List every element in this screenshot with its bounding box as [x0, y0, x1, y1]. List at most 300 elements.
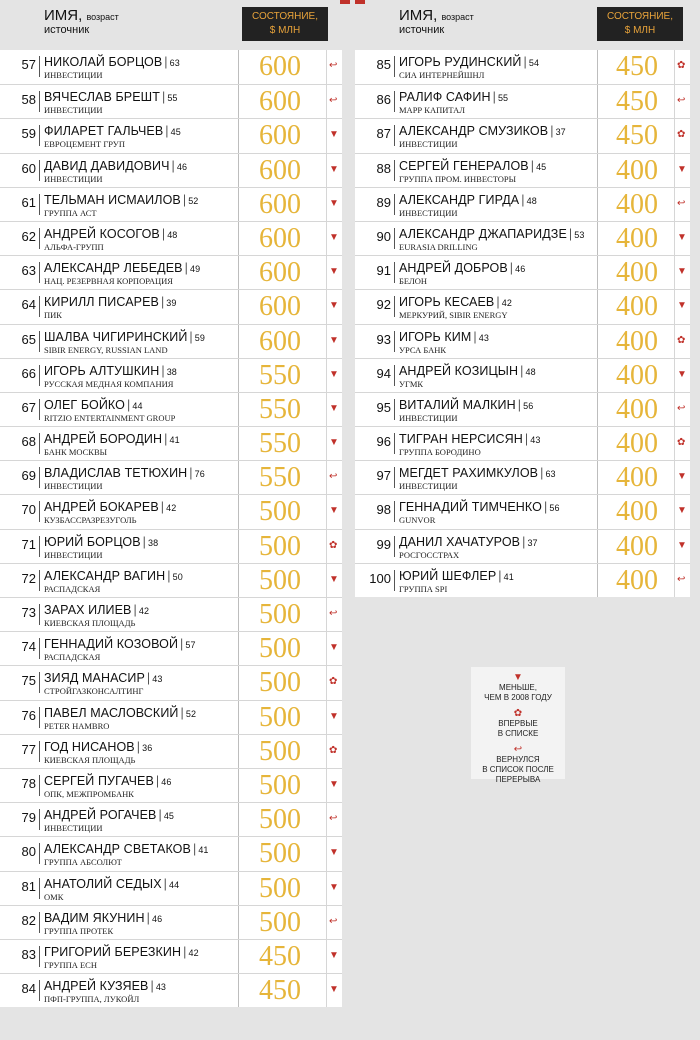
net-worth-value: 600: [259, 222, 301, 254]
age-divider: |: [158, 808, 162, 823]
wealth-source: RITZIO ENTERTAINMENT GROUP: [44, 412, 176, 423]
table-row: [355, 255, 690, 289]
person-name-text: ЮРИЙ ШЕФЛЕР: [399, 568, 497, 583]
rank-number: 88: [376, 160, 391, 176]
return-arrow-icon: ↩: [329, 95, 338, 107]
wealth-source: РАСПАДСКАЯ: [44, 583, 101, 594]
status-cell: [674, 222, 690, 255]
down-triangle-icon: ▼: [329, 573, 339, 585]
wealth-source: ИНВЕСТИЦИИ: [399, 139, 458, 150]
person-name-text: ИГОРЬ КИМ: [399, 329, 472, 344]
header-source-label: источник: [399, 24, 445, 36]
worth-cell: [597, 290, 676, 323]
table-row: [0, 187, 342, 221]
person-name-text: ФИЛАРЕТ ГАЛЬЧЕВ: [44, 124, 164, 139]
rank-number: 92: [376, 297, 391, 313]
person-age: 50: [172, 571, 183, 582]
age-divider: |: [543, 500, 548, 515]
wealth-source: ГРУППА АБСОЛЮТ: [44, 857, 122, 868]
status-cell: [674, 393, 690, 426]
net-worth-value: 500: [259, 769, 301, 801]
age-divider: |: [142, 534, 147, 549]
down-triangle-icon: ▼: [329, 163, 339, 175]
net-worth-value: 600: [259, 257, 301, 289]
rank-divider: [39, 775, 40, 796]
net-worth-value: 600: [259, 154, 301, 186]
rank-divider: [39, 56, 40, 77]
person-name: [44, 603, 149, 617]
person-age: 45: [536, 161, 547, 172]
worth-cell: [238, 119, 321, 152]
status-cell: [326, 188, 342, 221]
net-worth-value: 550: [259, 428, 301, 460]
status-cell: [326, 803, 342, 836]
worth-cell: [238, 50, 321, 84]
person-age: 63: [545, 469, 556, 480]
wealth-source: МЕРКУРИЙ, SIBIR ENERGY: [399, 310, 508, 321]
person-name-text: АЛЕКСАНДР ДЖАПАРИДЗЕ: [399, 226, 567, 241]
worth-cell: [238, 701, 321, 734]
person-name: [44, 466, 205, 480]
person-name: [44, 500, 176, 514]
rank-number: 60: [21, 160, 36, 176]
table-row: [355, 221, 690, 255]
wealth-source: GUNVOR: [399, 515, 436, 526]
person-age: 48: [167, 229, 178, 240]
return-arrow-icon: ↩: [329, 608, 338, 619]
person-age: 44: [169, 879, 180, 890]
status-cell: [326, 974, 342, 1007]
worth-cell: [238, 188, 321, 221]
new-flower-icon: ✿: [677, 60, 686, 71]
new-flower-icon: ✿: [677, 437, 686, 449]
header-source-label: источник: [44, 24, 90, 36]
worth-cell: [238, 495, 321, 528]
net-worth-value: 400: [616, 428, 658, 460]
status-cell: [326, 427, 342, 460]
wealth-source: ЕВРОЦЕМЕНТ ГРУП: [44, 139, 125, 150]
table-row: [0, 494, 342, 528]
age-divider: |: [182, 192, 187, 207]
age-divider: |: [517, 397, 522, 412]
person-name: [44, 193, 198, 207]
rank-divider: [39, 262, 40, 283]
age-divider: |: [498, 568, 502, 583]
legend-down-line1: МЕНЬШЕ,: [499, 683, 537, 692]
person-name: [44, 261, 200, 275]
return-arrow-icon: ↩: [677, 95, 686, 107]
wealth-source: ИНВЕСТИЦИИ: [44, 105, 103, 116]
age-divider: |: [509, 261, 514, 276]
wealth-source: АЛЬФА-ГРУПП: [44, 241, 104, 252]
person-age: 56: [523, 400, 534, 411]
legend-down-line2: ЧЕМ В 2008 ГОДУ: [484, 693, 552, 702]
wealth-source: КУЗБАССРАЗРЕЗУГОЛЬ: [44, 515, 137, 526]
status-cell: [326, 735, 342, 768]
status-cell: [674, 256, 690, 289]
rank-number: 66: [21, 365, 36, 381]
table-row: [355, 84, 690, 118]
worth-cell: [238, 256, 321, 289]
rank-divider: [39, 125, 40, 146]
worth-cell: [597, 85, 676, 118]
down-triangle-icon: ▼: [329, 642, 339, 654]
wealth-source: УРСА БАНК: [399, 344, 447, 355]
person-age: 52: [185, 708, 197, 719]
status-cell: [674, 119, 690, 152]
rank-divider: [39, 878, 40, 899]
person-age: 46: [161, 776, 172, 787]
wealth-source: РУССКАЯ МЕДНАЯ КОМПАНИЯ: [44, 378, 174, 389]
net-worth-value: 400: [616, 257, 658, 289]
person-name: [44, 124, 181, 138]
rank-number: 97: [376, 468, 391, 484]
down-triangle-icon: ▼: [329, 437, 339, 449]
person-name-text: МЕГДЕТ РАХИМКУЛОВ: [399, 466, 539, 481]
worth-cell: [238, 632, 321, 665]
table-row: [0, 324, 342, 358]
age-divider: |: [496, 295, 500, 310]
person-age: 42: [188, 947, 199, 958]
wealth-source: ГРУППА ЕСН: [44, 959, 97, 970]
wealth-source: НАЦ. РЕЗЕРВНАЯ КОРПОРАЦИЯ: [44, 276, 173, 287]
rank-divider: [394, 365, 395, 386]
status-cell: [674, 188, 690, 221]
net-worth-value: 400: [616, 325, 658, 357]
rank-divider: [39, 604, 40, 625]
rank-divider: [394, 194, 395, 215]
status-cell: [674, 461, 690, 494]
person-age: 46: [515, 264, 526, 275]
rank-number: 98: [376, 502, 391, 518]
person-name: [44, 979, 166, 993]
table-header: [0, 0, 350, 50]
net-worth-value: 500: [259, 906, 301, 938]
rank-number: 70: [21, 502, 36, 518]
status-cell: [674, 530, 690, 563]
net-worth-value: 400: [616, 393, 658, 425]
down-triangle-icon: ▼: [677, 300, 687, 312]
table-row: [0, 563, 342, 597]
new-flower-icon: ✿: [513, 708, 523, 719]
person-name: [44, 706, 196, 720]
worth-cell: [238, 222, 321, 255]
worth-cell: [238, 325, 321, 358]
status-cell: [674, 290, 690, 323]
age-divider: |: [180, 637, 184, 652]
rank-divider: [394, 433, 395, 454]
rank-number: 58: [21, 92, 36, 108]
person-name-text: АНДРЕЙ ДОБРОВ: [399, 261, 508, 276]
worth-cell: [597, 564, 676, 597]
rank-number: 65: [21, 331, 36, 347]
header-worth-line2: $ МЛН: [269, 25, 301, 36]
person-name: [399, 55, 539, 69]
rank-divider: [394, 467, 395, 488]
rank-divider: [394, 501, 395, 522]
status-cell: [326, 290, 342, 323]
person-name: [44, 227, 177, 241]
net-worth-value: 400: [616, 359, 658, 391]
wealth-source: EURASIA DRILLING: [399, 241, 478, 252]
rank-number: 95: [376, 399, 391, 415]
wealth-source: ОМК: [44, 891, 64, 902]
down-triangle-icon: ▼: [677, 539, 687, 551]
down-triangle-icon: ▼: [329, 949, 339, 961]
return-arrow-icon: ↩: [677, 197, 686, 209]
rank-divider: [39, 467, 40, 488]
return-arrow-icon: ↩: [329, 915, 338, 927]
person-name: [44, 535, 158, 549]
wealth-source: ИНВЕСТИЦИИ: [44, 823, 103, 834]
wealth-source: ПИК: [44, 310, 62, 321]
person-name-text: ИГОРЬ КЕСАЕВ: [399, 295, 495, 310]
table-row: [0, 426, 342, 460]
header-worth-line2: $ МЛН: [624, 25, 656, 36]
person-name-text: ДАНИЛ ХАЧАТУРОВ: [399, 534, 521, 549]
wealth-source: SIBIR ENERGY, RUSSIAN LAND: [44, 344, 168, 355]
wealth-source: КИЕВСКАЯ ПЛОЩАДЬ: [44, 618, 136, 628]
legend-returned-line1: ВЕРНУЛСЯ: [496, 755, 540, 764]
status-cell: [326, 564, 342, 597]
down-triangle-icon: ▼: [329, 197, 339, 209]
wealth-source: ИНВЕСТИЦИИ: [44, 549, 103, 560]
rank-divider: [394, 262, 395, 283]
person-name-text: ВИТАЛИЙ МАЛКИН: [399, 397, 516, 412]
table-row: [0, 118, 342, 152]
worth-cell: [238, 940, 321, 973]
rank-divider: [39, 91, 40, 112]
worth-cell: [238, 359, 321, 392]
return-arrow-icon: ↩: [329, 813, 338, 825]
rank-divider: [39, 809, 40, 830]
rank-divider: [39, 399, 40, 420]
wealth-source: РАСПАДСКАЯ: [44, 652, 101, 663]
rank-divider: [394, 331, 395, 352]
worth-cell: [597, 222, 676, 255]
down-triangle-icon: ▼: [513, 672, 523, 683]
age-divider: |: [167, 568, 171, 583]
net-worth-value: 400: [616, 188, 658, 220]
net-worth-value: 500: [259, 633, 301, 665]
header-age-label: возраст: [441, 12, 474, 22]
rank-number: 63: [21, 263, 36, 279]
status-cell: [674, 495, 690, 528]
status-cell: [326, 461, 342, 494]
status-cell: [674, 85, 690, 118]
person-name: [44, 774, 171, 788]
table-row: [0, 50, 342, 84]
person-age: 44: [132, 400, 143, 411]
age-divider: |: [136, 739, 141, 754]
net-worth-value: 500: [259, 735, 301, 767]
person-age: 48: [525, 366, 536, 377]
wealth-source: ИНВЕСТИЦИИ: [399, 412, 458, 423]
net-worth-value: 550: [259, 462, 301, 494]
legend-new-line1: ВПЕРВЫЕ: [498, 719, 538, 728]
worth-cell: [238, 290, 321, 323]
down-triangle-icon: ▼: [329, 402, 339, 414]
person-name: [44, 637, 196, 651]
rank-divider: [394, 399, 395, 420]
person-name: [44, 945, 199, 959]
legend-new-line2: В СПИСКЕ: [497, 729, 539, 738]
net-worth-value: 400: [616, 154, 658, 186]
person-age: 38: [166, 366, 177, 377]
rank-divider: [39, 570, 40, 591]
person-name: [44, 842, 209, 856]
age-divider: |: [473, 329, 477, 344]
person-name: [44, 90, 178, 104]
status-cell: [326, 359, 342, 392]
rank-number: 68: [21, 434, 36, 450]
rank-number: 86: [376, 92, 391, 108]
rank-number: 64: [21, 297, 36, 313]
rank-divider: [394, 91, 395, 112]
status-cell: [326, 222, 342, 255]
person-age: 57: [185, 640, 196, 651]
person-age: 63: [169, 58, 180, 68]
down-triangle-icon: ▼: [677, 163, 687, 175]
down-triangle-icon: ▼: [329, 778, 339, 790]
worth-cell: [238, 393, 321, 426]
table-row: [0, 255, 342, 289]
worth-cell: [238, 974, 321, 1007]
net-worth-value: 450: [259, 975, 301, 1007]
rank-number: 71: [21, 536, 36, 552]
worth-cell: [238, 666, 321, 699]
person-name-text: ОЛЕГ БОЙКО: [44, 397, 125, 412]
rank-divider: [394, 296, 395, 317]
person-name-text: ДАВИД ДАВИДОВИЧ: [44, 158, 170, 173]
net-worth-value: 450: [616, 120, 658, 152]
net-worth-value: 600: [259, 291, 301, 323]
down-triangle-icon: ▼: [677, 266, 687, 278]
age-divider: |: [146, 671, 151, 686]
wealth-source: ИНВЕСТИЦИИ: [399, 207, 458, 218]
person-name-text: ГЕННАДИЙ ТИМЧЕНКО: [399, 500, 542, 515]
left-column: [0, 0, 350, 1007]
legend-returned: [471, 745, 565, 785]
wealth-source: БАНК МОСКВЫ: [44, 447, 108, 458]
table-row: [355, 153, 690, 187]
table-row: [0, 153, 342, 187]
header-worth: [597, 7, 683, 41]
worth-cell: [238, 803, 321, 836]
rank-divider: [39, 741, 40, 762]
table-row: [355, 460, 690, 494]
person-name: [44, 671, 162, 685]
wealth-source: ГРУППА БОРОДИНО: [399, 447, 481, 458]
status-cell: [326, 154, 342, 187]
down-triangle-icon: ▼: [677, 471, 687, 483]
table-row: [355, 118, 690, 152]
return-arrow-icon: ↩: [513, 744, 523, 755]
down-triangle-icon: ▼: [329, 847, 339, 859]
table-row: [0, 460, 342, 494]
down-triangle-icon: ▼: [329, 368, 339, 380]
down-triangle-icon: ▼: [329, 984, 339, 996]
net-worth-value: 400: [616, 462, 658, 494]
status-cell: [326, 837, 342, 870]
rank-divider: [39, 946, 40, 967]
worth-cell: [597, 256, 676, 289]
wealth-source: ГРУППА SPI: [399, 583, 448, 594]
wealth-source: ГРУППА ПРОМ. ИНВЕСТОРЫ: [399, 173, 517, 184]
age-divider: |: [192, 842, 197, 857]
legend-down: [471, 673, 565, 703]
person-name-text: КИРИЛЛ ПИСАРЕВ: [44, 295, 159, 310]
worth-cell: [597, 393, 676, 426]
status-cell: [326, 530, 342, 563]
wealth-source: СТРОЙГАЗКОНСАЛТИНГ: [44, 686, 144, 697]
age-divider: |: [161, 363, 165, 378]
rank-number: 69: [21, 468, 36, 484]
rank-number: 78: [21, 775, 36, 791]
table-row: [0, 768, 342, 802]
person-name: [44, 295, 177, 309]
person-name-text: АНДРЕЙ КОСОГОВ: [44, 226, 160, 241]
legend-returned-line3: ПЕРЕРЫВА: [495, 775, 541, 784]
table-row: [0, 358, 342, 392]
rank-number: 61: [21, 194, 36, 210]
worth-cell: [597, 154, 676, 187]
person-name-text: ТЕЛЬМАН ИСМАИЛОВ: [44, 192, 181, 207]
legend-returned-line2: В СПИСОК ПОСЛЕ: [482, 765, 554, 774]
person-age: 52: [188, 195, 199, 206]
person-age: 59: [194, 332, 205, 343]
rank-divider: [39, 365, 40, 386]
person-name-text: ГРИГОРИЙ БЕРЕЗКИН: [44, 944, 182, 959]
worth-cell: [238, 872, 321, 905]
person-age: 43: [155, 982, 167, 993]
rank-number: 82: [21, 912, 36, 928]
status-cell: [674, 427, 690, 460]
down-triangle-icon: ▼: [329, 129, 339, 141]
age-divider: |: [540, 466, 544, 481]
worth-cell: [597, 119, 676, 152]
wealth-source: КИЕВСКАЯ ПЛОЩАДЬ: [44, 754, 136, 765]
person-name-text: АНДРЕЙ КОЗИЦЫН: [399, 363, 519, 378]
worth-cell: [597, 325, 676, 358]
rank-number: 84: [21, 981, 36, 997]
age-divider: |: [161, 226, 166, 241]
person-name-text: ВЯЧЕСЛАВ БРЕШТ: [44, 90, 160, 105]
status-cell: [674, 50, 690, 84]
net-worth-value: 550: [259, 359, 301, 391]
age-divider: |: [568, 226, 573, 241]
rank-divider: [39, 980, 40, 1001]
person-name: [44, 364, 177, 378]
wealth-source: МАРР КАПИТАЛ: [399, 105, 466, 116]
rank-number: 89: [376, 194, 391, 210]
rank-number: 87: [376, 126, 391, 142]
rank-number: 73: [21, 605, 36, 620]
age-divider: |: [171, 158, 175, 173]
age-divider: |: [146, 910, 150, 925]
worth-cell: [597, 188, 676, 221]
rank-number: 85: [376, 57, 391, 72]
rank-divider: [39, 536, 40, 557]
rank-number: 81: [21, 878, 36, 894]
table-row: [0, 631, 342, 665]
net-worth-value: 400: [616, 496, 658, 528]
rank-divider: [39, 228, 40, 249]
table-row: [0, 529, 342, 563]
net-worth-value: 500: [259, 599, 301, 630]
person-name: [399, 398, 533, 412]
worth-cell: [597, 495, 676, 528]
